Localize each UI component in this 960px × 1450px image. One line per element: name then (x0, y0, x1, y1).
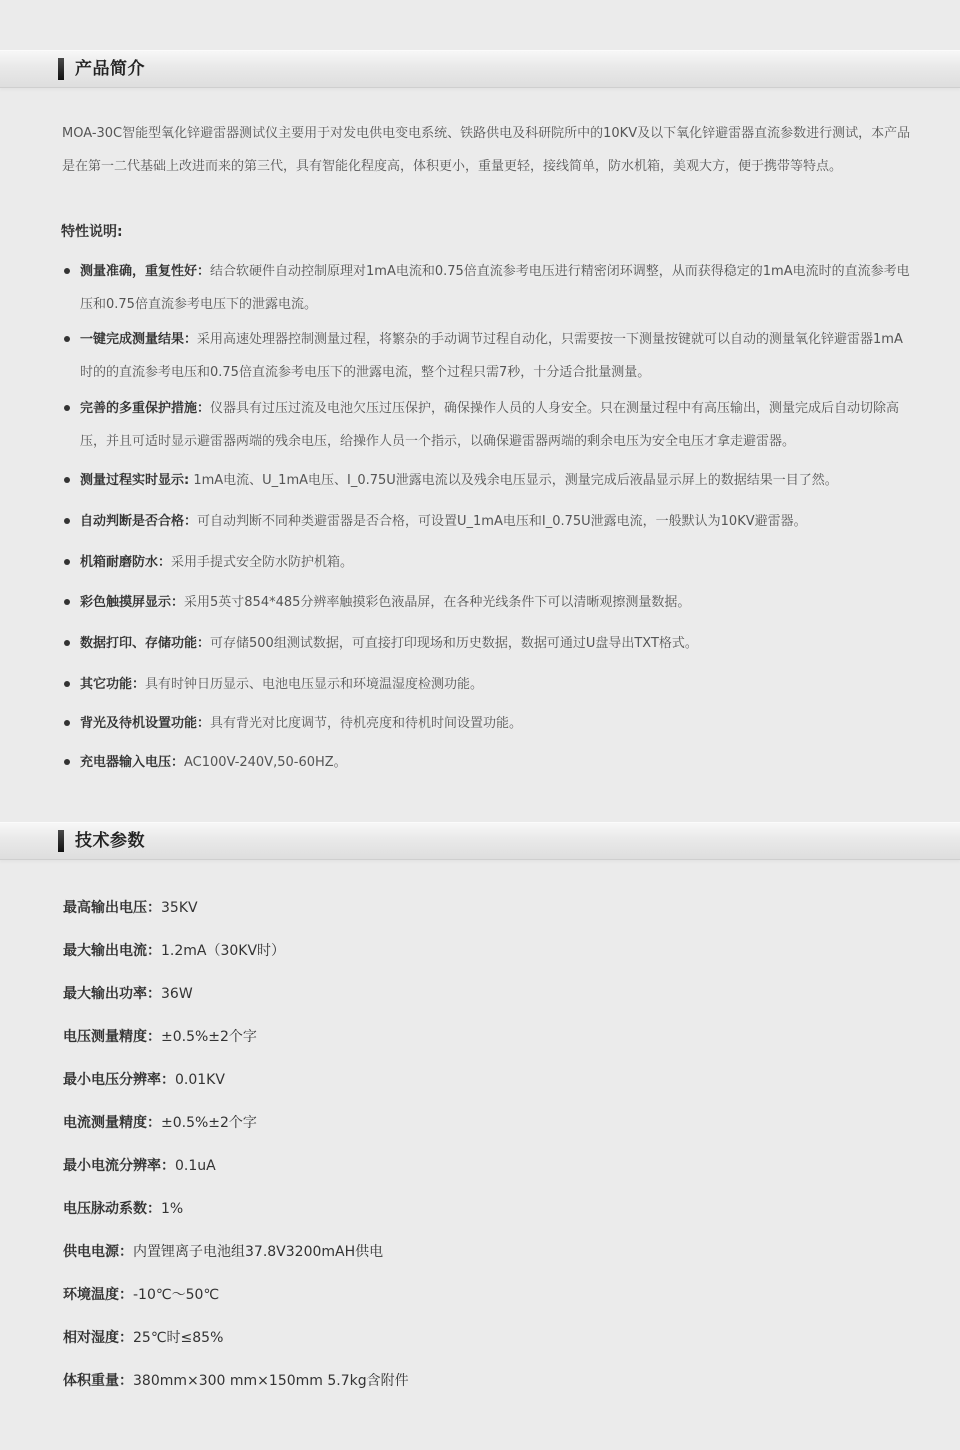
spec-row (63, 1112, 257, 1134)
feature-label: 其它功能： (80, 677, 146, 692)
feature-item (80, 505, 912, 538)
spec-label: 最大输出功率： (63, 986, 161, 1002)
bullet-icon (64, 477, 70, 483)
feature-text: 采用手提式安全防水防护机箱。 (171, 555, 354, 570)
bullet-icon (64, 268, 70, 274)
feature-item (80, 586, 912, 619)
feature-label: 一键完成测量结果： (80, 332, 198, 347)
spec-row (63, 1198, 183, 1220)
feature-label: 测量过程实时显示: (80, 473, 190, 488)
section-header-product-intro (0, 50, 960, 88)
bullet-icon (64, 681, 70, 687)
spec-label: 电压脉动系数： (63, 1201, 161, 1217)
feature-label: 完善的多重保护措施： (80, 401, 211, 416)
feature-label: 机箱耐磨防水： (80, 555, 172, 570)
feature-label: 自动判断是否合格： (80, 514, 198, 529)
spec-row (63, 940, 285, 962)
spec-row (63, 897, 198, 919)
spec-label: 最小电压分辨率： (63, 1072, 175, 1088)
spec-value: -10℃～50℃ (133, 1287, 220, 1303)
feature-item (80, 546, 912, 579)
feature-text: 1mA电流、U_1mA电压、I_0.75U泄露电流以及残余电压显示，测量完成后液晶显示屏上的数据结果一目了然。 (189, 473, 838, 488)
spec-label: 体积重量： (63, 1373, 133, 1389)
bullet-icon (64, 640, 70, 646)
intro-paragraph: MOA-30C智能型氧化锌避雷器测试仪主要用于对发电供电变电系统、铁路供电及科研院所中的10KV及以下氧化锌避雷器直流参数进行测试，本产品是在第一二代基础上改进而来的第三代，具有智能化程度高，体积更小，重量更轻，接线简单，防水机箱，美观大方，便于携带等特点。 (62, 126, 911, 174)
feature-item (80, 668, 912, 701)
bullet-icon (64, 405, 70, 411)
feature-item (80, 627, 912, 660)
feature-text: 可存储500组测试数据，可直接打印现场和历史数据，数据可通过U盘导出TXT格式。 (210, 636, 698, 651)
spec-value: 1.2mA（30KV时） (161, 943, 286, 959)
spec-row (63, 1370, 409, 1392)
spec-value: 0.1uA (175, 1158, 216, 1174)
features-heading: 特性说明: (61, 224, 123, 240)
spec-label: 相对湿度： (63, 1330, 133, 1346)
section-title: 技术参数 (75, 831, 145, 851)
feature-label: 充电器输入电压： (80, 755, 185, 770)
spec-value: 35KV (161, 900, 198, 916)
spec-row (63, 983, 193, 1005)
spec-label: 最大输出电流： (63, 943, 161, 959)
bullet-icon (64, 336, 70, 342)
feature-text: 采用高速处理器控制测量过程，将繁杂的手动调节过程自动化，只需要按一下测量按键就可以自动的测量氧化锌避雷器1mA时的的直流参考电压和0.75倍直流参考电压下的泄露电流，整个过程只需7秒，十分适合批量测量。 (80, 332, 903, 380)
spec-row (63, 1327, 223, 1349)
spec-label: 电流测量精度： (63, 1115, 161, 1131)
spec-label: 环境温度： (63, 1287, 133, 1303)
spec-label: 电压测量精度： (63, 1029, 161, 1045)
spec-row (63, 1241, 383, 1263)
spec-value: ±0.5%±2个字 (161, 1029, 257, 1045)
section-header-tech-params (0, 822, 960, 860)
section-marker (58, 830, 64, 852)
spec-label: 供电电源： (63, 1244, 133, 1260)
section-marker (58, 58, 64, 80)
feature-text: 仪器具有过压过流及电池欠压过压保护，确保操作人员的人身安全。只在测量过程中有高压输出，测量完成后自动切除高压，并且可适时显示避雷器两端的残余电压，给操作人员一个指示，以确保避雷器两端的剩余电压为安全电压才拿走避雷器。 (80, 401, 900, 449)
feature-item (80, 464, 912, 497)
feature-text: 具有背光对比度调节，待机亮度和待机时间设置功能。 (210, 716, 523, 731)
feature-item (80, 707, 912, 740)
feature-item (80, 255, 912, 321)
feature-item (80, 392, 912, 458)
feature-label: 数据打印、存储功能： (80, 636, 211, 651)
feature-text: 采用5英寸854*485分辨率触摸彩色液晶屏，在各种光线条件下可以清晰观擦测量数据。 (184, 595, 691, 610)
feature-label: 彩色触摸屏显示： (80, 595, 185, 610)
feature-text: 具有时钟日历显示、电池电压显示和环境温湿度检测功能。 (145, 677, 484, 692)
bullet-icon (64, 518, 70, 524)
bullet-icon (64, 720, 70, 726)
spec-value: 36W (161, 986, 193, 1002)
section-title: 产品简介 (75, 59, 145, 79)
feature-label: 背光及待机设置功能： (80, 716, 211, 731)
spec-row (63, 1155, 216, 1177)
feature-item (80, 746, 912, 779)
spec-row (63, 1069, 225, 1091)
feature-item (80, 323, 912, 389)
spec-row (63, 1284, 219, 1306)
spec-label: 最小电流分辨率： (63, 1158, 175, 1174)
spec-value: ±0.5%±2个字 (161, 1115, 257, 1131)
feature-label: 测量准确，重复性好： (80, 264, 211, 279)
bullet-icon (64, 759, 70, 765)
spec-value: 25℃时≤85% (133, 1330, 224, 1346)
spec-value: 1% (161, 1201, 184, 1217)
spec-row (63, 1026, 257, 1048)
feature-text: 可自动判断不同种类避雷器是否合格，可设置U_1mA电压和I_0.75U泄露电流，一般默认为10KV避雷器。 (197, 514, 807, 529)
spec-label: 最高输出电压： (63, 900, 161, 916)
bullet-icon (64, 599, 70, 605)
feature-text: 结合软硬件自动控制原理对1mA电流和0.75倍直流参考电压进行精密闭环调整，从而获得稳定的1mA电流时的直流参考电压和0.75倍直流参考电压下的泄露电流。 (80, 264, 910, 312)
spec-value: 380mm×300 mm×150mm 5.7kg含附件 (133, 1373, 409, 1389)
feature-text: AC100V-240V,50-60HZ。 (184, 755, 347, 770)
bullet-icon (64, 559, 70, 565)
spec-value: 内置锂离子电池组37.8V3200mAH供电 (133, 1244, 384, 1260)
spec-value: 0.01KV (175, 1072, 225, 1088)
